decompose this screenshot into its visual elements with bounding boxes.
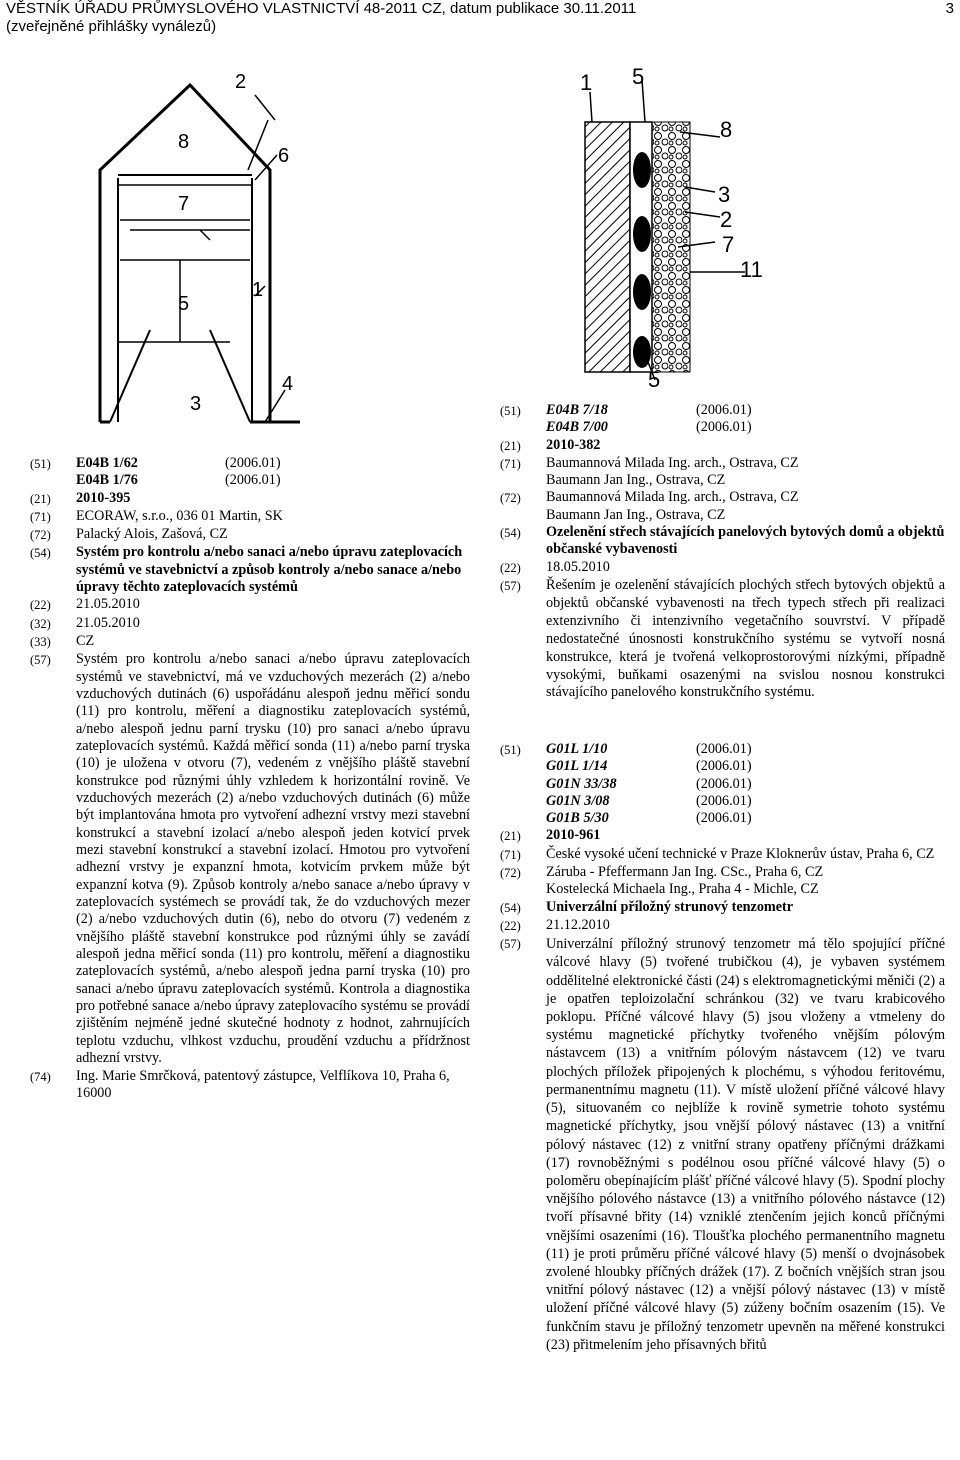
abstract: Řešením je ozelenění stávajících plochých střech bytových objektů a objektů občanské vybavenosti na třech typech střech při realizaci extenzivního či intenzivního vegetačního souvrství. V případě nedostatečné únosnosti konstrukčního systému se vytvoří nosná konstrukce, která je tvořená velkoprostorovými nízkými, případně vysokými, buňkami osazenými na svislou nosnou konstrukci stávajícího panelového konstrukčního systému.: [546, 576, 945, 701]
left-figure-drawing: [90, 60, 330, 440]
fig-label-5: 5: [178, 293, 190, 315]
fig-label-r1: 1: [580, 70, 593, 95]
ipc-version: (2006.01): [225, 472, 281, 489]
filing-date: 21.05.2010: [76, 596, 140, 613]
invention-title: Univerzální příložný strunový tenzometr: [546, 898, 794, 915]
invention-title: Systém pro kontrolu a/nebo sanaci a/nebo úpravu zateplovacích systémů ve stavebnictví a způsob kontroly a/nebo sanace a/nebo úpravy těchto zateplovacích systémů: [76, 544, 463, 596]
ipc-version: (2006.01): [696, 758, 752, 775]
applicant: Baumannová Milada Ing. arch., Ostrava, CZ: [546, 454, 799, 471]
ipc-version: (2006.01): [696, 402, 752, 418]
priority-date: 21.05.2010: [76, 614, 140, 631]
application-number: 2010-395: [76, 489, 131, 506]
inventor: Baumann Jan Ing., Ostrava, CZ: [546, 506, 726, 523]
page-number: 3: [945, 0, 954, 17]
ipc-version: (2006.01): [696, 419, 752, 436]
classification-block: [500, 402, 945, 437]
priority-country: CZ: [76, 632, 95, 649]
patent-entry-2010-382: [500, 402, 945, 702]
code-57: (57): [30, 653, 51, 668]
fig-label-7: 7: [178, 193, 190, 215]
filing-date: 21.12.2010: [546, 916, 610, 933]
fig-label-2: 2: [235, 71, 247, 93]
fig-label-1: 1: [252, 279, 264, 301]
fig-label-r8: 8: [720, 117, 733, 142]
ipc-class: E04B 1/76: [76, 472, 138, 489]
code-51: (51): [500, 743, 521, 757]
fig-label-r5b: 5: [648, 367, 661, 392]
fig-label-8: 8: [178, 131, 190, 153]
code-22: (22): [30, 598, 51, 613]
patent-entry-2010-961: [500, 741, 945, 1354]
fig-label-r2: 2: [720, 207, 733, 232]
code-33: (33): [30, 634, 51, 649]
code-54: (54): [500, 900, 521, 915]
ipc-class: G01N 3/08: [546, 792, 610, 809]
code-54: (54): [500, 526, 521, 541]
applicant: ECORAW, s.r.o., 036 01 Martin, SK: [76, 507, 283, 524]
ipc-version: (2006.01): [696, 741, 752, 757]
code-21: (21): [500, 438, 521, 453]
code-71: (71): [30, 509, 51, 524]
inventor: Kostelecká Michaela Ing., Praha 4 - Michle, CZ: [546, 881, 819, 898]
code-72: (72): [500, 491, 521, 506]
right-figure-drawing: [570, 62, 770, 392]
code-71: (71): [500, 847, 521, 862]
journal-subtitle: (zveřejněné přihlášky vynálezů): [6, 18, 217, 35]
ipc-class: E04B 7/00: [546, 419, 608, 436]
inventor: Záruba - Pfeffermann Jan Ing. CSc., Praha 6, CZ: [546, 864, 824, 881]
code-71: (71): [500, 456, 521, 471]
code-57: (57): [500, 937, 521, 952]
journal-title: VĚSTNÍK ÚŘADU PRŮMYSLOVÉHO VLASTNICTVÍ 48-2011 CZ, datum publikace 30.11.2011: [6, 0, 637, 17]
code-72: (72): [500, 866, 521, 881]
code-22: (22): [500, 560, 521, 575]
abstract: Systém pro kontrolu a/nebo sanaci a/nebo úpravu zateplovacích systémů ve stavebnictví, má ve vzduchových mezerách (2) a/nebo vzduchových dutinách (6) uspořádánu alespoň jednu měřicí sondu (11) pro kontrolu, měření a diagnostiku zateplovacích systémů, a/nebo alespoň jednu parní trysku (10) pro sanaci a/nebo úpravu zateplovacích systémů. Každá měřicí sonda (11) a/nebo parní tryska (10) je uložena v otvoru (7), vedeném z vnějšího pláště stavební konstrukce pod různými úhly vzhledem k horizontální rovině. Ve vzduchových mezerách (2) a/nebo vzduchových dutinách (6) může být implantována hmota pro vytvoření adhezní vrstvy mezi stavební konstrukcí a stavební izolací a/nebo alespoň jeden kotvicí prvek mezi stavební konstrukcí a stavební izolací. Hmotou pro vytvoření adhezní vrstvy je expanzní hmota, kotvicím prvkem může být expanzní kotva (9). Způsob kontroly a/nebo sanace a/nebo úpravy v zateplovacích systémech se provádí tak, že do vzduchových mezer (2) a/nebo vzduchových dutin (6), nebo do otvoru (7) vedeném z vnějšího pláště stavební konstrukce pod různými úhly se zavádí alespoň jedna měřicí sonda (11) pro kontrolu, měření a diagnostiku zateplovacích systémů, a/nebo alespoň jedna parní tryska (10) pro sanaci a/nebo úpravu zateplovacích systémů. Kontrola a diagnostika pro potřebné sanace a/nebo úpravy zateplovacího systému se provádí zjištěním nejméně jedné skutečné hodnoty z hodnot, zahrnujících teplotu vzduchu, vlhkost vzduchu, proudění vzduchu a přídržnost adhezní vrstvy.: [76, 651, 470, 1067]
filing-date: 18.05.2010: [546, 558, 610, 575]
code-22: (22): [500, 918, 521, 933]
applicant: Baumann Jan Ing., Ostrava, CZ: [546, 472, 726, 489]
application-number: 2010-961: [546, 827, 601, 844]
code-32: (32): [30, 616, 51, 631]
ipc-class: G01N 33/38: [546, 775, 617, 792]
fig-label-r3: 3: [718, 182, 731, 207]
inventor: Baumannová Milada Ing. arch., Ostrava, CZ: [546, 489, 799, 506]
ipc-class: E04B 1/62: [76, 455, 138, 471]
fig-label-3: 3: [190, 393, 202, 415]
classification-block: [30, 455, 470, 490]
ipc-class: G01B 5/30: [546, 810, 609, 827]
ipc-class: E04B 7/18: [546, 402, 608, 418]
right-figure: [570, 62, 770, 392]
inventors: Palacký Alois, Zašová, CZ: [76, 526, 228, 543]
code-74: (74): [30, 1069, 51, 1084]
ipc-version: (2006.01): [225, 455, 281, 471]
code-51: (51): [500, 404, 521, 418]
agent: Ing. Marie Smrčková, patentový zástupce, Velflíkova 10, Praha 6, 16000: [76, 1067, 450, 1101]
code-57: (57): [500, 578, 521, 593]
code-72: (72): [30, 528, 51, 543]
left-figure: [90, 60, 330, 440]
invention-title: Ozelenění střech stávajících panelových bytových domů a objektů občanské vybavenosti: [546, 524, 945, 558]
code-21: (21): [30, 491, 51, 506]
code-54: (54): [30, 546, 51, 561]
fig-label-6: 6: [278, 145, 290, 167]
classification-block: [500, 741, 945, 827]
ipc-class: G01L 1/10: [546, 741, 608, 757]
fig-label-r5: 5: [632, 64, 645, 89]
code-51: (51): [30, 457, 51, 471]
fig-label-r11: 11: [740, 257, 763, 282]
ipc-version: (2006.01): [696, 775, 752, 792]
code-21: (21): [500, 829, 521, 844]
ipc-version: (2006.01): [696, 792, 752, 809]
applicant: České vysoké učení technické v Praze Kloknerův ústav, Praha 6, CZ: [546, 845, 935, 862]
ipc-class: G01L 1/14: [546, 758, 608, 775]
fig-label-4: 4: [282, 373, 294, 395]
patent-entry-2010-395: [30, 455, 470, 1102]
ipc-version: (2006.01): [696, 810, 752, 827]
application-number: 2010-382: [546, 436, 601, 453]
abstract: Univerzální příložný strunový tenzometr má tělo spojující příčné válcové hlavy (5) tvořené trubičkou (4), je vybaven systémem oddělitelné elektronické části (24) s elektromagnetickými měniči (2) a je opatřen teploizolační schránkou (32) ve tvaru krabicového poklopu. Příčné válcové hlavy (5) jsou vloženy a vtmeleny do systému magnetické příchytky tvořeného vnějším pólovým nástavcem (13) a vnitřním pólovým nástavcem (12) ve tvaru plochých příložek připojených k plochému, s výhodou feritovému, permanentnímu magnetu (11). V místě uložení příčné válcové hlavy (5), situovaném co nejblíže k rovině symetrie tohoto systému magnetické příchytky, jsou vnější pólový nástavec (13) a vnitřní pólový nástavec (12) z vnitřní strany opatřeny příčnými drážkami (17) rovnoběžnými s podélnou osou příčné válcové hlavy (5) o poloměru obepínajícím plášť příčné válcové hlavy (5). Spodní plochy vnějšího pólového nástavce (13) a vnitřního pólového nástavce (12) tvoří přísavné břity (14) vzniklé ztenčením jejich konců příčnými vnějšími osazeními (16). Tloušťka plochého permanentního magnetu (11) je proti průměru příčné válcové hlavy (5) menší o dvojnásobek zvolené hloubky příčných drážek (17). Z bočních vnějších stran jsou vnitřní pólový nástavec (12) a vnější pólový nástavec (13) v místě uložení příčné válcové hlavy (5) zúženy bočním osazením (15). Ve funkčním stavu je příložný tenzometr upevněn na měřené konstrukci (23) přitmelením jeho přísavných břitů: [546, 936, 945, 1353]
fig-label-r7: 7: [722, 232, 735, 257]
